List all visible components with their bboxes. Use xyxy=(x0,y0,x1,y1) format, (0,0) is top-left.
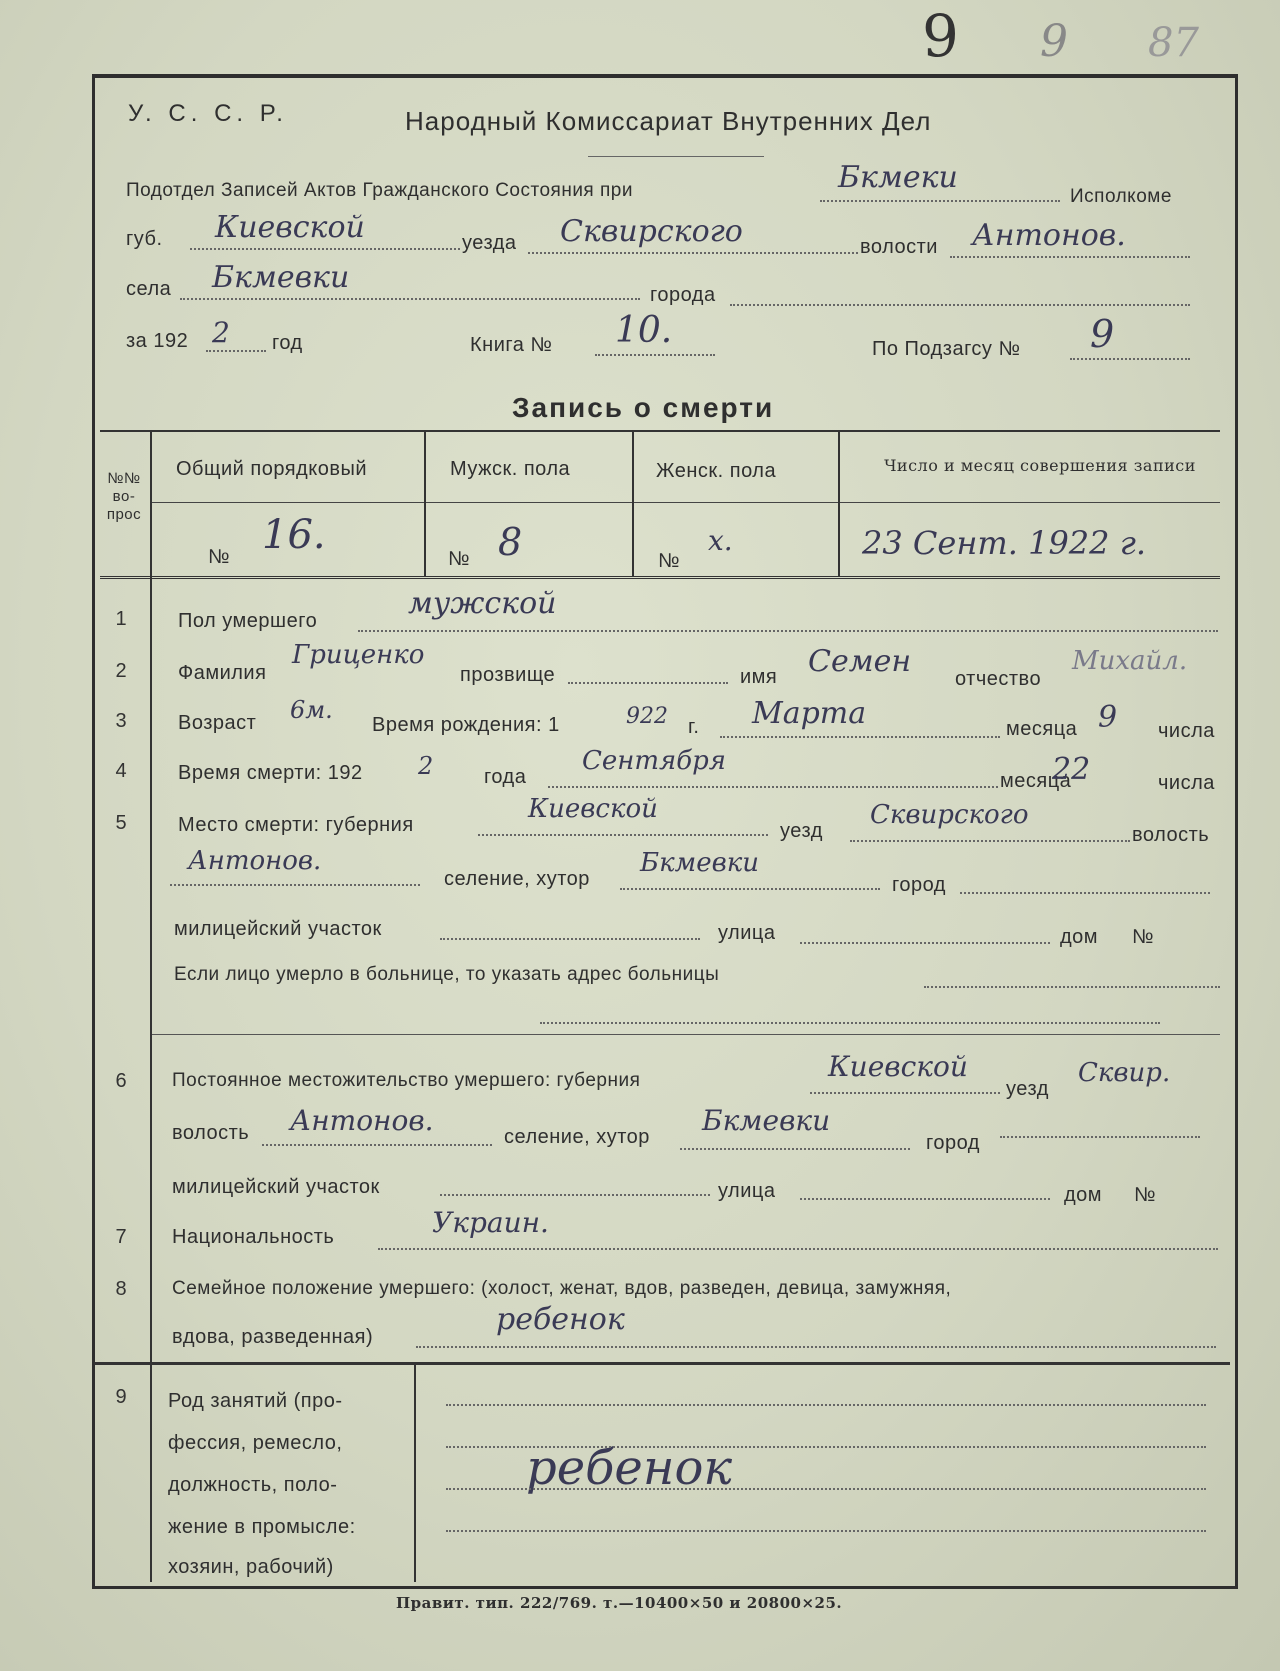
street-line xyxy=(800,942,1050,944)
occupation-label-4: жение в промысле: xyxy=(168,1516,356,1538)
row-num-8: 8 xyxy=(115,1278,127,1300)
nation-label: Национальность xyxy=(172,1226,335,1248)
place-gub-value: Киевской xyxy=(528,794,658,824)
subdept-label: Подотдел Записей Актов Гражданского Состояния при xyxy=(126,180,633,201)
selo-line xyxy=(180,298,640,300)
surname-label: Фамилия xyxy=(178,662,267,684)
no-male: № xyxy=(448,548,470,570)
occupation-line-2 xyxy=(446,1446,1206,1448)
row-num-1: 1 xyxy=(115,608,127,630)
settlement-line xyxy=(620,888,880,890)
occupation-div xyxy=(414,1364,416,1582)
name-label: имя xyxy=(740,666,778,688)
death-month-label: месяца xyxy=(1000,770,1072,792)
selo-label: села xyxy=(126,278,172,300)
street-label: улица xyxy=(718,922,776,944)
resid-house-label: дом xyxy=(1064,1184,1103,1206)
no-general: № xyxy=(208,546,230,568)
resid-uezd-value: Сквир. xyxy=(1078,1058,1171,1088)
death-day-label: числа xyxy=(1158,772,1215,794)
subreg-value: 9 xyxy=(1090,312,1115,356)
occupation-label-2: фессия, ремесло, xyxy=(168,1432,343,1454)
selo-value: Бкмевки xyxy=(212,260,350,295)
section-divider xyxy=(152,1034,1220,1035)
sex-line xyxy=(358,630,1218,632)
resid-volost-line xyxy=(262,1144,492,1146)
resid-house-no-label: № xyxy=(1134,1184,1156,1206)
table-col-div-3 xyxy=(838,432,840,576)
resid-settle-label: селение, хутор xyxy=(504,1126,650,1148)
resid-label: Постоянное местожительство умершего: губерния xyxy=(172,1070,641,1091)
resid-militia-label: милицейский участок xyxy=(172,1176,380,1198)
death-year-value: 2 xyxy=(418,752,434,780)
year-prefix: за 192 xyxy=(126,330,189,352)
book-value: 10. xyxy=(615,310,673,351)
birth-year-value: 922 xyxy=(626,704,668,729)
form-title: Запись о смерти xyxy=(512,392,775,423)
birth-label: Время рождения: 1 xyxy=(372,714,560,736)
no-female: № xyxy=(658,550,680,572)
resid-gub-line xyxy=(810,1092,1000,1094)
printer-footer: Правит. тип. 222/769. т.—10400×50 и 20800×25. xyxy=(396,1594,843,1612)
book-label: Книга № xyxy=(470,334,553,356)
col-female-header: Женск. пола xyxy=(656,460,777,482)
settlement-value: Бкмевки xyxy=(640,848,759,878)
archive-mark-3: 87 xyxy=(1148,20,1199,66)
death-label: Время смерти: 192 xyxy=(178,762,363,784)
name-value: Семен xyxy=(808,644,912,679)
city-label: город xyxy=(892,874,946,896)
row-num-9: 9 xyxy=(115,1386,127,1408)
col-male-header: Мужск. пола xyxy=(450,458,571,480)
birth-month-line xyxy=(720,736,1000,738)
resid-settle-value: Бкмевки xyxy=(702,1104,831,1137)
volost-label: волости xyxy=(860,236,938,258)
resid-militia-line xyxy=(440,1194,710,1196)
hospital-label: Если лицо умерло в больнице, то указать адрес больницы xyxy=(174,964,720,985)
place-label: Место смерти: губерния xyxy=(178,814,414,836)
ministry-label: Народный Комиссариат Внутренних Дел xyxy=(405,106,932,136)
sex-label: Пол умершего xyxy=(178,610,318,632)
death-day-value: 22 xyxy=(1052,752,1091,787)
row-num-7: 7 xyxy=(115,1226,127,1248)
resid-volost-value: Антонов. xyxy=(290,1104,434,1137)
hospital-line xyxy=(924,986,1220,988)
table-col-div-0 xyxy=(150,432,152,1582)
resid-street-label: улица xyxy=(718,1180,776,1202)
nation-line xyxy=(378,1248,1218,1250)
row-num-6: 6 xyxy=(115,1070,127,1092)
family-label: Семейное положение умершего: (холост, женат, вдов, разведен, девица, замужняя, xyxy=(172,1278,952,1299)
gorod-line xyxy=(730,304,1190,306)
house-no-label: № xyxy=(1132,926,1154,948)
place-volost-line xyxy=(170,884,420,886)
family-value: ребенок xyxy=(496,1302,625,1337)
table-col-div-2 xyxy=(632,432,634,576)
col-general-header: Общий порядковый xyxy=(176,458,367,480)
occupation-value: ребенок xyxy=(526,1440,733,1496)
surname-value: Гриценко xyxy=(292,640,425,670)
subdept-line xyxy=(820,200,1060,202)
row-num-3: 3 xyxy=(115,710,127,732)
family-label-2: вдова, разведенная) xyxy=(172,1326,374,1348)
archive-mark-1: 9 xyxy=(922,2,959,70)
age-label: Возраст xyxy=(178,712,257,734)
hospital-line-2 xyxy=(540,1022,1160,1024)
death-month-value: Сентября xyxy=(582,746,727,776)
year-suffix: год xyxy=(272,332,303,354)
occupation-top-line xyxy=(94,1362,1230,1365)
birth-day-value: 9 xyxy=(1098,700,1118,735)
row-num-5: 5 xyxy=(115,812,127,834)
resid-city-line xyxy=(1000,1136,1200,1138)
city-line xyxy=(960,892,1210,894)
death-year-label: года xyxy=(484,766,527,788)
volost-line xyxy=(950,256,1190,258)
resid-street-line xyxy=(800,1198,1050,1200)
place-uezd-label: уезд xyxy=(780,820,823,842)
year-line xyxy=(206,350,266,352)
age-value: 6м. xyxy=(290,696,333,724)
birth-day-label: числа xyxy=(1158,720,1215,742)
birth-month-label: месяца xyxy=(1006,718,1078,740)
occupation-line-3 xyxy=(446,1488,1206,1490)
nation-value: Украин. xyxy=(432,1206,549,1239)
table-bottom-line xyxy=(100,576,1220,579)
gorod-label: города xyxy=(650,284,716,306)
subreg-label: По Подзагсу № xyxy=(872,338,1021,360)
family-line xyxy=(416,1346,1216,1348)
patr-label: отчество xyxy=(955,668,1042,690)
sex-value: мужской xyxy=(408,586,557,621)
resid-settle-line xyxy=(680,1148,910,1150)
ispolkom-label: Исполкоме xyxy=(1070,186,1172,207)
settlement-label: селение, хутор xyxy=(444,868,590,890)
q-label: №№ во- прос xyxy=(106,470,142,523)
gub-line xyxy=(190,248,460,250)
death-month-line xyxy=(548,786,998,788)
row-num-4: 4 xyxy=(115,760,127,782)
state-label: У. С. С. Р. xyxy=(128,100,288,127)
resid-volost-label: волость xyxy=(172,1122,250,1144)
occupation-label-3: должность, поло- xyxy=(168,1474,338,1496)
uezd-value: Сквирского xyxy=(560,214,743,249)
year-value: 2 xyxy=(212,316,230,349)
archive-mark-2: 9 xyxy=(1040,16,1068,67)
house-label: дом xyxy=(1060,926,1099,948)
place-gub-line xyxy=(478,834,768,836)
col-date-header: Число и месяц совершения записи xyxy=(884,456,1196,475)
table-top-line xyxy=(100,430,1220,432)
resid-uezd-label: уезд xyxy=(1006,1078,1049,1100)
nick-line xyxy=(568,682,728,684)
patr-value: Михайл. xyxy=(1072,646,1188,676)
gub-label: губ. xyxy=(126,228,163,250)
book-line xyxy=(595,354,715,356)
table-mid-line xyxy=(152,502,1220,503)
uezd-label: уезда xyxy=(462,232,517,254)
place-volost-label: волость xyxy=(1132,824,1210,846)
volost-value: Антонов. xyxy=(972,218,1126,253)
place-volost-value: Антонов. xyxy=(188,846,322,876)
subreg-line xyxy=(1070,358,1190,360)
birth-g-label: г. xyxy=(688,716,700,738)
row-num-2: 2 xyxy=(115,660,127,682)
occupation-label-5: хозяин, рабочий) xyxy=(168,1556,334,1578)
resid-city-label: город xyxy=(926,1132,980,1154)
place-uezd-line xyxy=(850,840,1130,842)
resid-gub-value: Киевской xyxy=(828,1050,968,1083)
uezd-line xyxy=(528,252,858,254)
general-value: 16. xyxy=(262,512,326,558)
occupation-line-1 xyxy=(446,1404,1206,1406)
birth-month-value: Марта xyxy=(752,696,867,731)
place-uezd-value: Сквирского xyxy=(870,800,1029,830)
male-value: 8 xyxy=(498,520,523,564)
header-divider xyxy=(588,156,764,157)
female-value: х. xyxy=(708,524,733,557)
table-col-div-1 xyxy=(424,432,426,576)
occupation-label-1: Род занятий (про- xyxy=(168,1390,343,1412)
nick-label: прозвище xyxy=(460,664,556,686)
occupation-line-4 xyxy=(446,1530,1206,1532)
gub-value: Киевской xyxy=(215,210,365,245)
militia-label: милицейский участок xyxy=(174,918,382,940)
militia-line xyxy=(440,938,700,940)
date-value: 23 Сент. 1922 г. xyxy=(862,524,1147,562)
subdept-value: Бкмеки xyxy=(838,160,958,195)
